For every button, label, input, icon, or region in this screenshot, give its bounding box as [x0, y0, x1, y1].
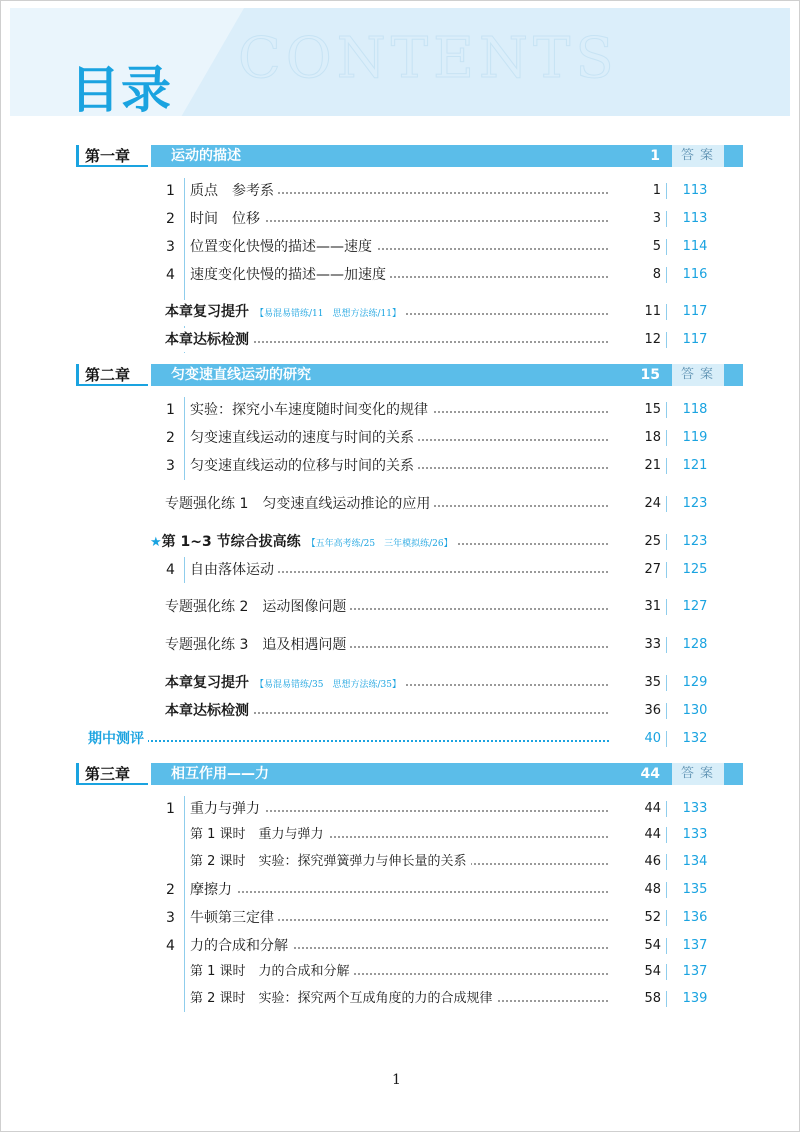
entry-page: 11	[610, 300, 661, 324]
entry-number: 2	[166, 430, 175, 446]
chapter-page: 1	[650, 148, 660, 164]
column-divider	[666, 267, 667, 283]
chapter-label: 第一章	[76, 145, 148, 167]
entry-note: 【易混易错练/11 思想方法练/11】	[255, 309, 401, 319]
entry-page: 31	[610, 595, 661, 619]
toc-entry[interactable]	[0, 960, 800, 984]
entry-title	[165, 300, 405, 326]
entry-number: 3	[166, 458, 175, 474]
entry-answer-page: 125	[682, 562, 708, 577]
entry-answer-page: 113	[682, 183, 708, 198]
chapter-2-header[interactable]	[76, 364, 726, 386]
entry-title: 第 1 课时 力的合成和分解	[190, 960, 354, 984]
toc-entry[interactable]	[0, 906, 800, 930]
toc-entry[interactable]	[0, 207, 800, 231]
entry-title: 实验：探究小车速度随时间变化的规律	[190, 398, 432, 422]
leader-dots	[190, 891, 640, 894]
entry-title: 第 1 课时 重力与弹力	[190, 823, 328, 847]
toc-entry[interactable]	[0, 671, 800, 695]
toc-entry[interactable]	[0, 823, 800, 847]
column-divider	[666, 332, 667, 348]
entry-answer-page: 119	[682, 430, 708, 445]
entry-answer-page: 137	[682, 964, 708, 979]
entry-page: 3	[610, 207, 661, 231]
column-divider	[666, 964, 667, 980]
entry-number: 2	[166, 882, 175, 898]
entry-title: 摩擦力	[190, 878, 236, 902]
entry-answer-page: 117	[682, 332, 708, 347]
entry-page: 54	[610, 960, 661, 984]
entry-page: 46	[610, 850, 661, 874]
entry-page: 5	[610, 235, 661, 259]
toc-entry-midterm[interactable]	[0, 727, 800, 751]
entry-title: 匀变速直线运动的位移与时间的关系	[190, 454, 418, 478]
toc-entry[interactable]	[0, 699, 800, 723]
entry-number: 3	[166, 910, 175, 926]
column-divider	[666, 496, 667, 512]
chapter-title: 匀变速直线运动的研究	[171, 367, 311, 383]
entry-answer-page: 132	[682, 731, 708, 746]
entry-title: 牛顿第三定律	[190, 906, 278, 930]
entry-title: 重力与弹力	[190, 797, 264, 821]
entry-title: 时间 位移	[190, 207, 264, 231]
toc-entry[interactable]	[0, 878, 800, 902]
page-title: 目录	[70, 61, 172, 119]
entry-answer-page: 139	[682, 991, 708, 1006]
entry-answer-page: 113	[682, 211, 708, 226]
answer-label: 答案	[672, 145, 724, 167]
entry-answer-page: 114	[682, 239, 708, 254]
entry-page: 33	[610, 633, 661, 657]
entry-number: 4	[166, 267, 175, 283]
leader-dots	[88, 740, 640, 743]
entry-title-text: 第 1~3 节综合拔高练	[161, 534, 301, 550]
entry-title: 本章达标检测	[165, 699, 253, 723]
entry-answer-page: 127	[682, 599, 708, 614]
entry-page: 44	[610, 823, 661, 847]
entry-answer-page: 137	[682, 938, 708, 953]
column-divider	[666, 882, 667, 898]
column-divider	[666, 458, 667, 474]
entry-title-text: 本章复习提升	[165, 304, 249, 320]
column-divider	[666, 910, 667, 926]
column-divider	[666, 430, 667, 446]
entry-number: 4	[166, 562, 175, 578]
entry-title: 位置变化快慢的描述——速度	[190, 235, 376, 259]
chapter-label: 第三章	[76, 763, 148, 785]
entry-answer-page: 123	[682, 496, 708, 511]
entry-answer-page: 117	[682, 304, 708, 319]
entry-page: 12	[610, 328, 661, 352]
entry-answer-page: 128	[682, 637, 708, 652]
star-icon: ★	[150, 535, 162, 550]
toc-entry[interactable]	[0, 263, 800, 287]
entry-title: 专题强化练 2 运动图像问题	[165, 595, 350, 619]
column-divider	[666, 731, 667, 747]
column-divider	[666, 637, 667, 653]
column-divider	[666, 562, 667, 578]
entry-note: 【易混易错练/35 思想方法练/35】	[255, 680, 401, 690]
entry-page: 1	[610, 179, 661, 203]
toc-entry[interactable]	[0, 398, 800, 422]
page-number: 1	[392, 1072, 401, 1088]
entry-page: 40	[610, 727, 661, 751]
column-divider	[666, 534, 667, 550]
column-divider	[666, 675, 667, 691]
entry-answer-page: 121	[682, 458, 708, 473]
column-divider	[666, 801, 667, 817]
chapter-title: 相互作用——力	[171, 766, 269, 782]
entry-page: 44	[610, 797, 661, 821]
entry-title: 专题强化练 1 匀变速直线运动推论的应用	[165, 492, 434, 516]
entry-answer-page: 118	[682, 402, 708, 417]
entry-page: 35	[610, 671, 661, 695]
toc-entry[interactable]	[0, 530, 800, 554]
entry-page: 18	[610, 426, 661, 450]
column-divider	[666, 991, 667, 1007]
entry-page: 48	[610, 878, 661, 902]
entry-number: 1	[166, 801, 175, 817]
entry-page: 54	[610, 934, 661, 958]
entry-page: 36	[610, 699, 661, 723]
entry-title: 力的合成和分解	[190, 934, 292, 958]
toc-entry[interactable]	[0, 235, 800, 259]
toc-entry[interactable]	[0, 558, 800, 582]
column-divider	[666, 183, 667, 199]
toc-entry[interactable]	[0, 797, 800, 821]
chapter-3-header[interactable]	[76, 763, 726, 785]
entry-title: 质点 参考系	[190, 179, 278, 203]
toc-entry[interactable]	[0, 328, 800, 352]
entry-title: 匀变速直线运动的速度与时间的关系	[190, 426, 418, 450]
toc-entry[interactable]	[0, 179, 800, 203]
entry-number: 3	[166, 239, 175, 255]
column-divider	[666, 304, 667, 320]
entry-title: 速度变化快慢的描述——加速度	[190, 263, 390, 287]
entry-number: 4	[166, 938, 175, 954]
toc-entry[interactable]	[0, 300, 800, 324]
chapter-title: 运动的描述	[171, 148, 241, 164]
toc-entry[interactable]	[0, 595, 800, 619]
toc-entry[interactable]	[0, 454, 800, 478]
contents-watermark: CONTENTS	[238, 26, 619, 91]
toc-entry[interactable]	[0, 633, 800, 657]
column-divider	[666, 211, 667, 227]
chapter-page: 15	[640, 367, 660, 383]
chapter-1-header[interactable]	[76, 145, 726, 167]
entry-title: 第 2 课时 实验：探究两个互成角度的力的合成规律	[190, 987, 497, 1011]
chapter-page: 44	[640, 766, 660, 782]
column-divider	[666, 703, 667, 719]
column-divider	[666, 402, 667, 418]
toc-entry[interactable]	[0, 850, 800, 874]
entry-title: 专题强化练 3 追及相遇问题	[165, 633, 350, 657]
entry-title	[150, 530, 457, 556]
entry-answer-page: 134	[682, 854, 708, 869]
entry-note: 【五年高考练/25 三年模拟练/26】	[306, 539, 453, 549]
entry-answer-page: 130	[682, 703, 708, 718]
entry-page: 8	[610, 263, 661, 287]
chapter-label: 第二章	[76, 364, 148, 386]
entry-number: 1	[166, 183, 175, 199]
entry-title-text: 本章复习提升	[165, 675, 249, 691]
entry-title: 期中测评	[88, 727, 148, 751]
entry-page: 58	[610, 987, 661, 1011]
entry-title: 本章达标检测	[165, 328, 253, 352]
column-divider	[666, 599, 667, 615]
answer-label: 答案	[672, 763, 724, 785]
entry-answer-page: 136	[682, 910, 708, 925]
entry-page: 52	[610, 906, 661, 930]
column-divider	[666, 854, 667, 870]
entry-answer-page: 129	[682, 675, 708, 690]
entry-answer-page: 133	[682, 801, 708, 816]
entry-page: 15	[610, 398, 661, 422]
entry-page: 21	[610, 454, 661, 478]
entry-title	[165, 671, 405, 697]
answer-label: 答案	[672, 364, 724, 386]
entry-number: 2	[166, 211, 175, 227]
entry-answer-page: 123	[682, 534, 708, 549]
column-divider	[666, 827, 667, 843]
entry-page: 27	[610, 558, 661, 582]
column-divider	[666, 938, 667, 954]
entry-answer-page: 116	[682, 267, 708, 282]
entry-answer-page: 135	[682, 882, 708, 897]
entry-page: 24	[610, 492, 661, 516]
entry-answer-page: 133	[682, 827, 708, 842]
column-divider	[666, 239, 667, 255]
entry-title: 第 2 课时 实验：探究弹簧弹力与伸长量的关系	[190, 850, 471, 874]
entry-page: 25	[610, 530, 661, 554]
toc-entry[interactable]	[0, 987, 800, 1011]
toc-entry[interactable]	[0, 426, 800, 450]
toc-entry[interactable]	[0, 934, 800, 958]
toc-entry[interactable]	[0, 492, 800, 516]
entry-title: 自由落体运动	[190, 558, 278, 582]
entry-number: 1	[166, 402, 175, 418]
